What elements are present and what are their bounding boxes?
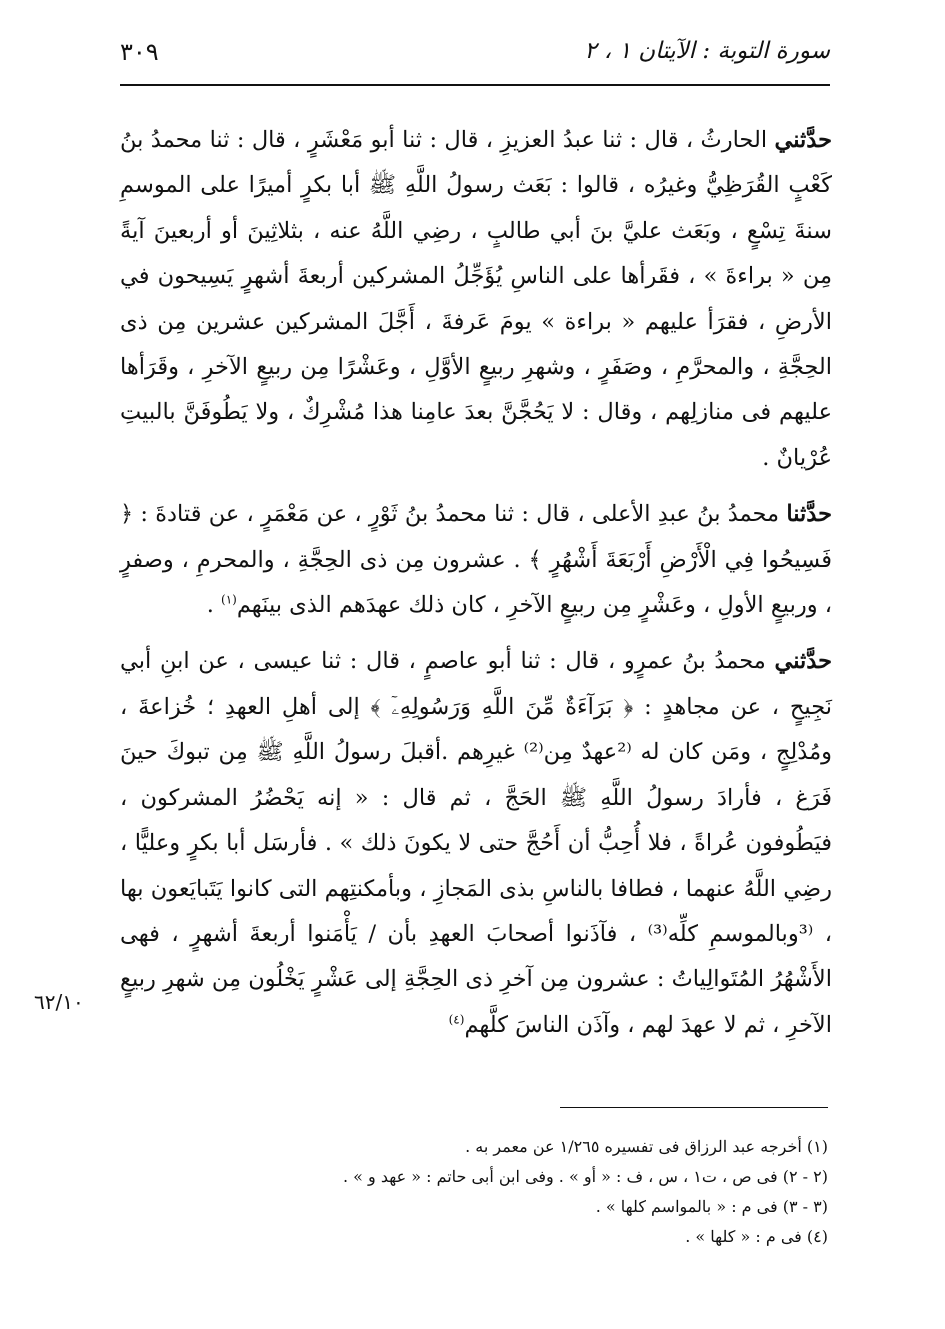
isnad-lead: حدَّثنا <box>786 501 832 528</box>
paragraph <box>120 492 832 628</box>
paragraph-text: الحارثُ ، قال : ثنا عبدُ العزيزِ ، قال : ثنا أبو مَعْشَرٍ ، قال : ثنا محمدُ بنُ كَعْبٍ القُرَظِيُّ وغيرُه ، قالوا : بَعَث رسولُ اللَّهِ ﷺ أبا بكرٍ أميرًا على الموسمِ سنةَ تِسْعٍ ، وبَعَث عليَّ بنَ أبي طالبٍ ، رضِي اللَّهُ عنه ، بثلاثِينَ أو أربعينَ آيةً مِن « براءةَ » ، فقَرأها على الناسِ يُؤَجِّلُ المشركين أربعةَ أشهرٍ يَسِيحون في الأرضِ ، فقرَأ عليهم « براءة » يومَ عَرفةَ ، أَجَّلَ المشركين عشرين مِن ذى الحِجَّةِ ، والمحرَّمِ ، وصَفَرٍ ، وشهرِ ربيعٍ الأوَّلِ ، وعَشْرًا مِن ربيعٍ الآخرِ ، وقَرَأها عليهم فى منازلِهم ، وقال : لا يَحُجَّنَّ بعدَ عامِنا هذا مُشْرِكٌ ، ولا يَطُوفَنَّ بالبيتِ عُرْيانٌ . <box>120 127 832 471</box>
header-rule <box>120 84 830 86</box>
paragraph-text: محمدُ بنُ عمرٍو ، قال : ثنا أبو عاصمٍ ، قال : ثنا عيسى ، عن ابنِ أبي نَجِيحٍ ، عن مجاهدٍ : ﴿ بَرَآءَةٌ مِّنَ اللَّهِ وَرَسُولِهِۦٓ ﴾ إلى أهلِ العهدِ ؛ خُزاعةَ ، ومُدْلِجٍ ، ومَن كان له ⁽²عهدٌ مِن⁽²⁾ غيرِهم .أقبلَ رسولُ اللَّهِ ﷺ مِن تبوكَ حينَ فَرَغ ، فأرادَ رسولُ اللَّهِ ﷺ الحَجَّ ، ثم قال : « إنه يَحْضُرُ المشركون ، فيَطُوفون عُراةً ، فلا أُحِبُّ أن أَحُجَّ حتى لا يكونَ ذلك » . فأرسَل أبا بكرٍ وعليًّا ، رضِي اللَّهُ عنهما ، فطافا بالناسِ بذى المَجازِ ، وبأمكنتِهم التى كانوا يَتَبايَعون بها ، ⁽³وبالموسمِ كلِّه⁽³⁾ ، فآذَنوا أصحابَ العهدِ بأن / يَأْمَنوا أربعةَ أشهرٍ ، فهى الأَشْهُرُ المُتَوالِياتُ : عشرون مِن آخرِ ذى الحِجَّةِ إلى عَشْرٍ يَخْلُون مِن شهرِ ربيعٍ الآخرِ ، ثم لا عهدَ لهم ، وآذَن الناسَ كلَّهم <box>120 648 832 1038</box>
running-header <box>120 38 830 78</box>
isnad-lead: حدَّثني <box>774 127 832 153</box>
footnote: (٣ - ٣) فى م : « بالمواسم كلها » . <box>595 1197 828 1216</box>
isnad-lead: حدَّثني <box>774 648 832 675</box>
paragraph <box>120 118 832 481</box>
paragraph-text: محمدُ بنُ عبدِ الأعلى ، قال : ثنا محمدُ بنُ ثَوْرٍ ، عن مَعْمَرٍ ، عن قتادةَ : ﴿ فَسِيحُوا فِي الْأَرْضِ أَرْبَعَةَ أَشْهُرٍ ﴾ . عشرون مِن ذى الحِجَّةِ ، والمحرمِ ، وصفرٍ ، وربيعٍ الأولِ ، وعَشْرٍ مِن ربيعٍ الآخرِ ، كان ذلك عهدَهم الذى بينَهم <box>120 501 832 619</box>
footnotes <box>120 1132 828 1252</box>
main-text <box>120 118 832 1048</box>
footnote-ref[interactable]: (١) <box>221 592 237 607</box>
paragraph <box>120 639 832 1048</box>
footnote-ref[interactable]: (٤) <box>448 1012 465 1027</box>
footnote: (١) أخرجه عبد الرزاق فى تفسيره ١/٢٦٥ عن معمر به . <box>465 1137 828 1156</box>
margin-page-note: ٦٢/١٠ <box>34 990 84 1014</box>
page-number: ٣٠٩ <box>120 38 159 66</box>
footnote: (٤) فى م : « كلها » . <box>685 1227 828 1246</box>
running-title: سورة التوبة : الآيتان ١ ، ٢ <box>584 38 830 64</box>
footnote: (٢ - ٢) فى ص ، ت١ ، س ، ف : « أو » . وفى ابن أبى حاتم : « عهد و » . <box>342 1167 828 1186</box>
footnote-rule <box>560 1107 828 1108</box>
paragraph-tail: . <box>206 592 221 619</box>
